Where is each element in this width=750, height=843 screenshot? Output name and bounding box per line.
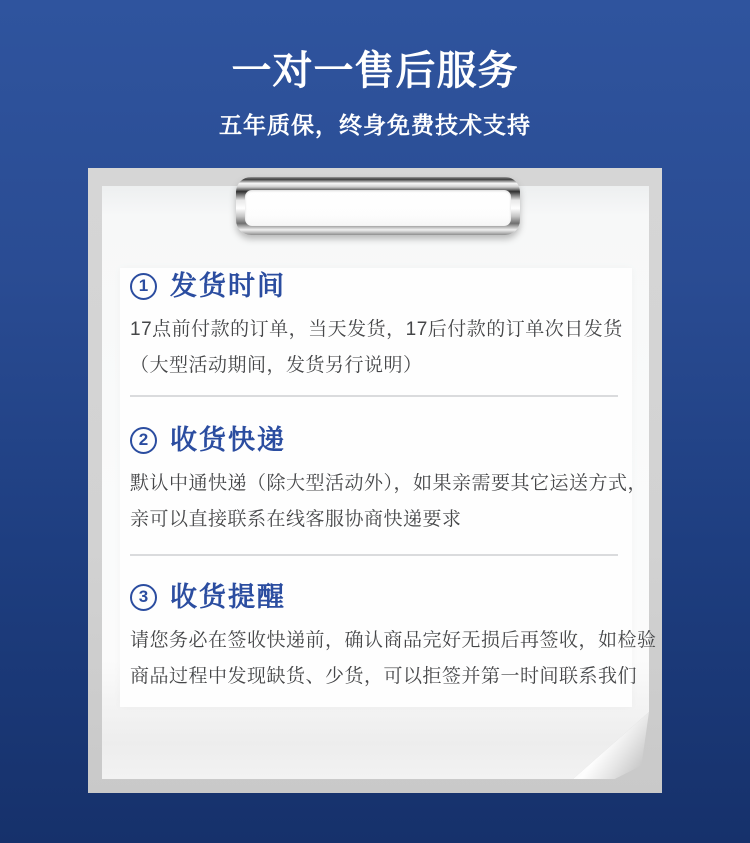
content-panel xyxy=(120,268,657,707)
section-divider xyxy=(130,395,618,397)
section-heading xyxy=(130,581,620,613)
section-shipping-time xyxy=(130,270,623,384)
section-text-line: （大型活动期间，发货另行说明） xyxy=(130,355,423,376)
section-heading-text: 发货时间 xyxy=(170,271,286,301)
clip-opening xyxy=(245,190,511,226)
clipboard-board xyxy=(88,168,662,793)
section-divider xyxy=(130,554,618,556)
page-subtitle: 五年质保，终身免费技术支持 xyxy=(219,112,531,138)
section-heading xyxy=(130,424,620,456)
section-number-badge: 1 xyxy=(130,273,157,300)
section-heading-text: 收货快递 xyxy=(170,425,286,455)
section-text-line: 17点前付款的订单，当天发货，17后付款的订单次日发货 xyxy=(130,319,623,340)
section-heading xyxy=(130,270,620,302)
section-text-line: 请您务必在签收快递前，确认商品完好无损后再签收，如检验 xyxy=(130,630,657,651)
section-text-line: 商品过程中发现缺货、少货，可以拒签并第一时间联系我们 xyxy=(130,666,638,687)
section-delivery-courier xyxy=(130,424,648,538)
page-title: 一对一售后服务 xyxy=(231,49,519,93)
section-number-badge: 3 xyxy=(130,584,157,611)
clipboard-clip-icon xyxy=(236,177,520,235)
section-text-line: 亲可以直接联系在线客服协商快递要求 xyxy=(130,509,462,530)
section-heading-text: 收货提醒 xyxy=(170,582,286,612)
section-text-line: 默认中通快递（除大型活动外），如果亲需要其它运送方式， xyxy=(130,473,648,494)
section-receiving-reminder xyxy=(130,581,657,695)
section-number-badge: 2 xyxy=(130,427,157,454)
